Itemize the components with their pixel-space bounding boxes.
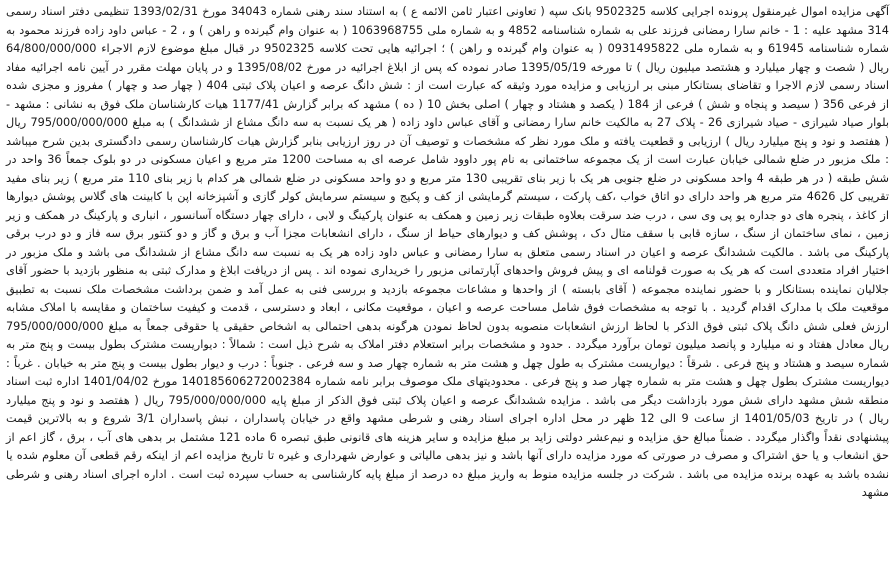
auction-notice-text: آگهی مزایده اموال غیرمنقول پرونده اجرایی کلاسه 9502325 بانک سپه ( تعاونی اعتبار ثامن الائمه ع ) به استناد سند رهنی شماره 34043 مورخ 1393/02/31 تنظیمی دفتر اسناد رسمی 314 مشهد علیه : 1 - خانم سارا رمضانی فرزند علی به شماره شناسنامه 4852 و به شماره ملی 1063968755 ( به عنوان وام گیرنده و راهن ) و ، 2 - عباس داود زاده فرزند محمود به شماره شناسنامه 61945 و به شماره ملی 0931495822 ( به عنوان وام گیرنده و راهن ) ؛ اجرائیه هایی تحت کلاسه 9502325 در قبال مبلغ موضوع لازم الاجراء 64/800/000/000 ریال ( شصت و چهار میلیارد و هشتصد میلیون ریال ) تا مورخه 1395/05/19 صادر نموده که پس از ابلاغ اجرائیه در مورخ 1395/08/02 و در پایان مهلت مقرر در آیین نامه اجرائیه مفاد اسناد رسمی لازم الاجرا و تقاضای بستانکار مبنی بر ارزیابی و مزایده مورد وثیقه که عبارت است از : شش دانگ عرصه و اعیان پلاک ثبتی 404 ( چهار صد و چهار ) مفروز و مجزی شده از فرعی 356 ( سیصد و پنجاه و شش ) فرعی از 184 ( یکصد و هشتاد و چهار ) اصلی بخش 10 ( ده ) مشهد که برابر گزارش 1177/41 هیات کارشناسان ملک فوق به نشانی : مشهد - بلوار صیاد شیرازی - صیاد شیرازی 26 - پلاک 27 به مالکیت خانم سارا رمضانی و آقای عباس داود زاده ( هر یک نسبت به سه دانگ مشاع از ششدانگ ) به مبلغ 795/000/000/000 ریال ( هفتصد و نود و پنج میلیارد ریال ) ارزیابی و قطعیت یافته و ملک مورد نظر که مشخصات و توصیف آن در روز ارزیابی بنابر گزارش هیات کارشناسان رسمی دادگستری بدین شرح میباشد : ملک مزبور در ضلع شمالی خیابان عبارت است از یک مجموعه ساختمانی به نام پور داوود شامل عرصه ای به مساحت 1200 متر مربع و اعیان مسکونی در دو بلوک جمعاً 36 واحد در شش طبقه ( در هر طبقه 4 واحد مسکونی در ضلع جنوبی هر یک با زیر بنای تقریبی 130 متر مربع و دو واحد مسکونی در ضلع شمالی هر کدام با زیر بنای 110 متر مربع ) زیر بنای مفید تقریبی کل 4626 متر مربع هر واحد دارای دو اتاق خواب ،کف پارکت ، سیستم گرمایشی از کف و پکیج و سیستم سرمایش کولر گازی و آشپزخانه اپن با کابینت های گلاس پوشش دیوارها از کاغذ ، پنجره های دو جداره یو پی وی سی ، درب ضد سرقت بعلاوه طبقات زیر زمین و همکف به عنوان پارکینگ و لابی ، دارای چهار دستگاه آسانسور ، انباری و پارکینگ در همکف و زیر زمین ، نمای ساختمان از سنگ ، سازه قابی با سقف متال دک ، پوشش کف و دیوارهای حیاط از سنگ ، دارای انشعابات مجزا آب و برق و گاز و دو کنتور برق سه فاز و دو درب برقی پارکینگ می باشد . مالکیت ششدانگ عرصه و اعیان در اسناد رسمی متعلق به سارا رمضانی و عباس داود زاده هر یک به نسبت سه دانگ مشاع از ششدانگ می باشد و ملک مزبور در اختیار افراد متعددی است که هر یک به صورت قولنامه ای و پیش فروش واحدهای آپارتمانی مزبور را خریداری نموده اند . پس از دریافت ابلاغ و مدارک ثبتی به منظور بازدید با حضور آقای جلالیان نماینده بستانکار و با حضور نماینده مجموعه ( آقای بابسته ) از واحدها و مشاعات مجموعه بازدید و بررسی فنی به عمل آمد و ضمن برداشت مشخصات ملک نسبت به تطبیق موقعیت ملک با مدارک اقدام گردید . با توجه به مشخصات فوق شامل مساحت عرصه و اعیان ، موقعیت مکانی ، ابعاد و دسترسی ، قدمت و کیفیت ساختمان و مقایسه با املاک مشابه ارزش فعلی شش دانگ پلاک ثبتی فوق الذکر با لحاظ ارزش انشعابات منصوبه بدون لحاظ نمودن هرگونه بدهی احتمالی به اشخاص حقیقی یا حقوقی جمعاً به مبلغ 795/000/000/000 ریال معادل هفتاد و نه میلیارد و پانصد میلیون تومان برآورد میگردد . حدود و مشخصات برابر استعلام دفتر املاک به شرح ذیل است : شمالاً : دیواریست مشترک بطول بیست و پنج متر به شماره سیصد و هشتاد و پنج فرعی . شرقاً : دیواریست مشترک به طول چهل و هشت متر به شماره چهار صد و سه فرعی . جنوباً : درب و دیوار بطول بیست و پنج متر به خیابان . غرباً : دیواریست مشترک بطول چهل و هشت متر به شماره چهار صد و پنج فرعی . محدودیتهای ملک موصوف برابر نامه شماره 140185606272002384 مورخ 1401/04/02 اداره ثبت اسناد منطقه شش مشهد دارای شش مورد بازداشت دیگر می باشد . مزایده ششدانگ عرصه و اعیان پلاک ثبتی فوق الذکر از مبلغ پایه 795/000/000/000 ریال ( هفتصد و نود و پنج میلیارد ریال ) در تاریخ 1401/05/03 از ساعت 9 الی 12 ظهر در محل اداره اجرای اسناد رهنی و شرطی مشهد واقع در خیابان پاسداران ، نبش پاسداران 3/1 شروع و به بالاترین قیمت پیشنهادی نقداً واگذار میگردد . ضمناً مبالغ حق مزایده و نیم‌عشر دولتی زاید بر مبلغ مزایده و سایر هزینه های قانونی طبق تبصره 6 ماده 121 مشتمل بر بدهی های آب ، برق ، گاز اعم از حق انشعاب و یا حق اشتراک و مصرف در صورتی که مورد مزایده دارای آنها باشد و نیز بدهی مالیاتی و عوارض شهرداری و غیره تا تاریخ مزایده اعم از اینکه رقم قطعی آن معلوم شده یا نشده باشد به عهده برنده مزایده می باشد . شرکت در جلسه مزایده منوط به واریز مبلغ ده درصد از مبلغ پایه کارشناسی به حساب سپرده ثبت است . اداره اجرای اسناد رهنی و شرطی مشهد bbox=[6, 5, 890, 499]
